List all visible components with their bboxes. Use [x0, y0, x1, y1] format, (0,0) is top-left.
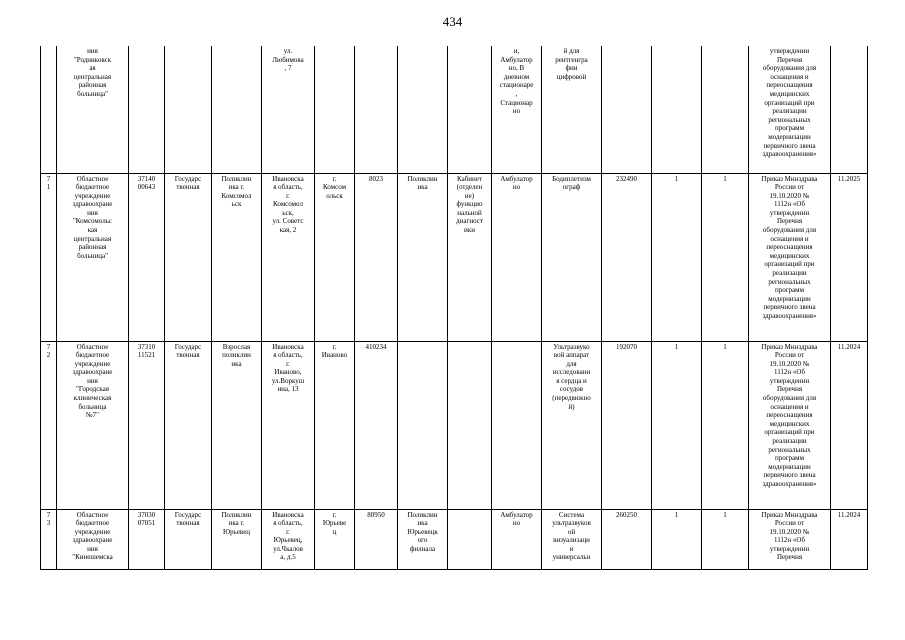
cell-equipment: Бодиплетизм ограф	[542, 173, 602, 341]
page-number: 434	[442, 14, 463, 29]
cell-date: 11.2024	[831, 509, 868, 569]
cell-org: Областное бюджетное учреждение здравоохране ния "Кинешемска	[57, 509, 129, 569]
cell-subdivision	[212, 46, 262, 173]
cell-care-form	[492, 341, 542, 509]
cell-oktmo: 80950	[355, 509, 398, 569]
cell-care-form: и, Амбулатор но, В дневном стационаре , Стационар но	[492, 46, 542, 173]
cell-cabinet	[448, 46, 492, 173]
cell-date: 11.2025	[831, 173, 868, 341]
cell-code	[602, 46, 652, 173]
cell-qty1	[652, 46, 702, 173]
cell-unit	[398, 341, 448, 509]
cell-address: Ивановска я область, г. Комсомол ьск, ул. Советс кая, 2	[262, 173, 315, 341]
cell-qty2: 1	[702, 509, 749, 569]
cell-address: Ивановска я область, г. Юрьевец, ул.Чкалов а, д.5	[262, 509, 315, 569]
cell-cabinet: Кабинет (отделен ие) функцио нальной диагност ики	[448, 173, 492, 341]
cell-org: Областное бюджетное учреждение здравоохране ния "Комсомольс кая центральная районная больница"	[57, 173, 129, 341]
cell-num: 7 2	[41, 341, 57, 509]
cell-ownership: Государс твенная	[165, 509, 212, 569]
cell-subdivision: Поликлин ика г. Юрьевец	[212, 509, 262, 569]
cell-ownership: Государс твенная	[165, 341, 212, 509]
cell-unit	[398, 46, 448, 173]
cell-equipment: Ультразвуко вой аппарат для исследовани я сердца и сосудов (передвижно й)	[542, 341, 602, 509]
cell-basis: Приказ Минздрава России от 19.10.2020 № 1112н «Об утверждении Перечня	[749, 509, 831, 569]
cell-code: 192070	[602, 341, 652, 509]
cell-basis: утверждении Перечня оборудования для оснащения и переоснащения медицинских организаций при реализации региональных программ модернизации первичного звена здравоохранения»	[749, 46, 831, 173]
table-row	[41, 173, 868, 341]
table-row	[41, 509, 868, 569]
cell-basis: Приказ Минздрава России от 19.10.2020 № 1112н «Об утверждении Перечня оборудования для оснащения и переоснащения медицинских организаций при реализации региональных программ модернизации первичного звена здравоохранения»	[749, 341, 831, 509]
cell-unit: Поликлин ика Юрьевецк ого филиала	[398, 509, 448, 569]
cell-qty2: 1	[702, 173, 749, 341]
cell-address: Ивановска я область, г. Иваново, ул.Воркуш ина, 13	[262, 341, 315, 509]
cell-ownership: Государс твенная	[165, 173, 212, 341]
cell-unit: Поликлин ика	[398, 173, 448, 341]
cell-locality: г. Иваново	[315, 341, 355, 509]
cell-org: Областное бюджетное учреждение здравоохране ния "Городская клиническая больница №7"	[57, 341, 129, 509]
cell-okpo: 37310 11521	[129, 341, 165, 509]
cell-care-form: Амбулатор но	[492, 173, 542, 341]
cell-qty2	[702, 46, 749, 173]
cell-equipment: й для рентгенгра фии цифровой	[542, 46, 602, 173]
cell-oktmo	[355, 46, 398, 173]
table-row	[41, 46, 868, 173]
cell-ownership	[165, 46, 212, 173]
cell-cabinet	[448, 341, 492, 509]
cell-num: 7 1	[41, 173, 57, 341]
cell-oktmo: 8023	[355, 173, 398, 341]
cell-locality: г. Комсом ольск	[315, 173, 355, 341]
cell-okpo: 37030 07051	[129, 509, 165, 569]
cell-oktmo: 410234	[355, 341, 398, 509]
cell-cabinet	[448, 509, 492, 569]
cell-okpo: 37140 00643	[129, 173, 165, 341]
cell-num: 7 3	[41, 509, 57, 569]
cell-okpo	[129, 46, 165, 173]
cell-qty1: 1	[652, 173, 702, 341]
cell-address: ул. Любимова , 7	[262, 46, 315, 173]
cell-equipment: Система ультразвуков ой визуализаци и универсальн	[542, 509, 602, 569]
cell-code: 260250	[602, 509, 652, 569]
cell-locality: г. Юрьеве ц	[315, 509, 355, 569]
cell-qty1: 1	[652, 341, 702, 509]
cell-basis: Приказ Минздрава России от 19.10.2020 № 1112н «Об утверждении Перечня оборудования для оснащения и переоснащения медицинских организаций при реализации региональных программ модернизации первичного звена здравоохранения»	[749, 173, 831, 341]
cell-org: ния "Родниковск ая центральная районная больница"	[57, 46, 129, 173]
registry-table	[40, 46, 868, 570]
cell-date: 11.2024	[831, 341, 868, 509]
cell-date	[831, 46, 868, 173]
cell-subdivision: Взрослая поликлин ика	[212, 341, 262, 509]
cell-locality	[315, 46, 355, 173]
cell-subdivision: Поликлин ика г. Комсомол ьск	[212, 173, 262, 341]
cell-num	[41, 46, 57, 173]
cell-care-form: Амбулатор но	[492, 509, 542, 569]
cell-qty1: 1	[652, 509, 702, 569]
cell-code: 232490	[602, 173, 652, 341]
cell-qty2: 1	[702, 341, 749, 509]
table-row	[41, 341, 868, 509]
